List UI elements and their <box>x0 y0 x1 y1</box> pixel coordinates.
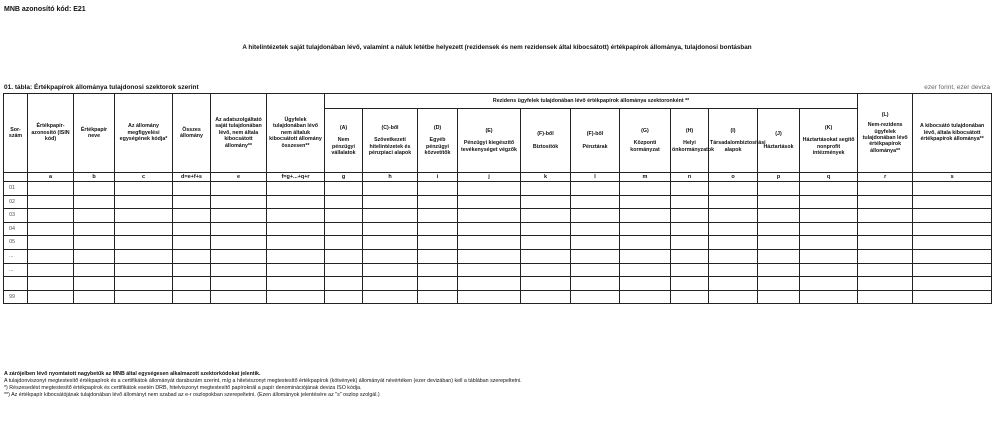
letter-cell: o <box>709 173 758 182</box>
data-cell[interactable] <box>173 195 211 209</box>
table-row <box>4 222 992 236</box>
data-cell[interactable] <box>800 209 858 223</box>
data-cell[interactable] <box>267 249 325 263</box>
data-cell[interactable] <box>671 236 709 250</box>
letter-cell: i <box>418 173 458 182</box>
data-cell[interactable] <box>858 195 913 209</box>
data-cell[interactable] <box>325 236 363 250</box>
col-q <box>800 109 858 173</box>
data-cell[interactable] <box>267 222 325 236</box>
data-cell[interactable] <box>458 222 521 236</box>
data-cell[interactable] <box>458 182 521 196</box>
data-cell[interactable] <box>758 195 800 209</box>
letter-cell <box>4 173 28 182</box>
col-j-label: Pénzügyi kiegészítő tevékenységet végzők <box>461 140 517 153</box>
data-cell[interactable] <box>671 290 709 304</box>
data-cell[interactable] <box>858 236 913 250</box>
data-cell[interactable] <box>325 290 363 304</box>
data-cell[interactable] <box>363 236 418 250</box>
table-row <box>4 277 992 291</box>
data-cell[interactable] <box>173 249 211 263</box>
col-k-code: (F)-ből <box>537 131 554 138</box>
col-h <box>363 109 418 173</box>
letter-cell: c <box>115 173 173 182</box>
unit-label: ezer forint, ezer deviza <box>924 84 990 91</box>
data-cell[interactable] <box>913 290 992 304</box>
data-cell[interactable] <box>363 222 418 236</box>
data-cell[interactable] <box>709 222 758 236</box>
data-cell[interactable] <box>115 236 173 250</box>
row-number: 03 <box>4 209 28 223</box>
data-cell[interactable] <box>671 182 709 196</box>
col-h-code: (C)-ből <box>381 124 399 131</box>
data-cell[interactable] <box>325 182 363 196</box>
data-cell[interactable] <box>363 290 418 304</box>
data-cell[interactable] <box>571 236 620 250</box>
letter-cell: q <box>800 173 858 182</box>
data-cell[interactable] <box>211 222 267 236</box>
data-cell[interactable] <box>800 236 858 250</box>
data-cell[interactable] <box>211 263 267 277</box>
data-cell[interactable] <box>418 195 458 209</box>
col-o <box>709 109 766 173</box>
data-cell[interactable] <box>858 222 913 236</box>
data-cell[interactable] <box>758 277 800 291</box>
data-cell[interactable] <box>758 263 800 277</box>
data-cell[interactable] <box>709 277 758 291</box>
data-cell[interactable] <box>28 290 74 304</box>
letter-cell: j <box>458 173 521 182</box>
data-cell[interactable] <box>800 222 858 236</box>
data-cell[interactable] <box>28 249 74 263</box>
data-cell[interactable] <box>458 277 521 291</box>
data-cell[interactable] <box>758 209 800 223</box>
data-cell[interactable] <box>115 263 173 277</box>
data-cell[interactable] <box>800 182 858 196</box>
data-cell[interactable] <box>267 277 325 291</box>
data-cell[interactable] <box>620 277 671 291</box>
data-cell[interactable] <box>620 263 671 277</box>
col-j-code: (E) <box>485 127 493 134</box>
data-cell[interactable] <box>571 222 620 236</box>
data-cell[interactable] <box>325 277 363 291</box>
col-m-label: Központi kormányzat <box>630 140 660 153</box>
data-cell[interactable] <box>620 290 671 304</box>
data-cell[interactable] <box>800 290 858 304</box>
data-cell[interactable] <box>28 277 74 291</box>
data-cell[interactable] <box>571 263 620 277</box>
col-n-label: Helyi önkormányzatok <box>672 140 715 153</box>
col-g-label: Nem pénzügyi vállalatok <box>331 137 356 156</box>
data-cell[interactable] <box>521 236 571 250</box>
row-number: 01 <box>4 182 28 196</box>
col-q-label: Háztartásokat segítő nonprofit intézmények <box>802 137 855 156</box>
data-cell[interactable] <box>211 195 267 209</box>
data-cell[interactable] <box>709 182 758 196</box>
letter-cell: h <box>363 173 418 182</box>
data-cell[interactable] <box>418 209 458 223</box>
data-cell[interactable] <box>620 222 671 236</box>
data-cell[interactable] <box>363 249 418 263</box>
data-cell[interactable] <box>671 249 709 263</box>
data-cell[interactable] <box>74 290 115 304</box>
col-l <box>571 109 620 173</box>
table-row <box>4 209 992 223</box>
data-cell[interactable] <box>858 249 913 263</box>
col-l-label: Pénztárak <box>582 143 608 150</box>
letter-cell: g <box>325 173 363 182</box>
letter-cell: e <box>211 173 267 182</box>
data-cell[interactable] <box>620 182 671 196</box>
data-cell[interactable] <box>858 290 913 304</box>
data-cell[interactable] <box>709 236 758 250</box>
data-cell[interactable] <box>74 195 115 209</box>
data-cell[interactable] <box>115 249 173 263</box>
col-p-label: Háztartások <box>763 143 794 150</box>
data-cell[interactable] <box>418 182 458 196</box>
col-g <box>325 109 363 173</box>
col-p-code: (J) <box>775 131 782 138</box>
data-cell[interactable] <box>709 195 758 209</box>
data-cell[interactable] <box>521 195 571 209</box>
data-cell[interactable] <box>267 195 325 209</box>
data-cell[interactable] <box>913 182 992 196</box>
data-cell[interactable] <box>418 263 458 277</box>
letter-cell: p <box>758 173 800 182</box>
data-cell[interactable] <box>858 209 913 223</box>
data-cell[interactable] <box>115 209 173 223</box>
group-header: Rezidens ügyfelek tulajdonában lévő értékpapírok állománya szektoronként ** <box>325 94 858 109</box>
data-cell[interactable] <box>173 263 211 277</box>
data-cell[interactable] <box>211 209 267 223</box>
data-cell[interactable] <box>173 290 211 304</box>
letter-cell: k <box>521 173 571 182</box>
data-cell[interactable] <box>758 182 800 196</box>
data-cell[interactable] <box>418 249 458 263</box>
col-k-label: Biztosítók <box>532 143 559 150</box>
letter-cell: d=e+f+s <box>173 173 211 182</box>
data-cell[interactable] <box>521 290 571 304</box>
col-n <box>671 109 715 173</box>
data-cell[interactable] <box>758 290 800 304</box>
col-r-code: (L) <box>881 111 889 118</box>
data-cell[interactable] <box>858 277 913 291</box>
data-cell[interactable] <box>709 290 758 304</box>
data-cell[interactable] <box>325 263 363 277</box>
data-cell[interactable] <box>458 290 521 304</box>
data-cell[interactable] <box>173 209 211 223</box>
col-a: Értékpapír-azonosító (ISIN kód) <box>28 94 74 173</box>
table-title: 01. tábla: Értékpapírok állománya tulajdonosi szektorok szerint <box>4 84 199 91</box>
col-n-code: (H) <box>685 127 694 134</box>
footnote: **) Az értékpapír kibocsátójának tulajdonában lévő állományt nem szabad az e-r oszlopokban szerepeltetni. (Ezen állományok jelentésére az "s" oszlop szolgál.) <box>4 392 380 398</box>
data-cell[interactable] <box>800 195 858 209</box>
data-cell[interactable] <box>211 236 267 250</box>
data-cell[interactable] <box>363 182 418 196</box>
column-letters-row <box>4 173 992 182</box>
data-cell[interactable] <box>267 182 325 196</box>
securities-table <box>3 93 992 304</box>
data-cell[interactable] <box>571 182 620 196</box>
data-cell[interactable] <box>173 236 211 250</box>
data-cell[interactable] <box>363 277 418 291</box>
data-cell[interactable] <box>521 277 571 291</box>
data-cell[interactable] <box>913 277 992 291</box>
data-cell[interactable] <box>418 236 458 250</box>
col-i <box>418 109 458 173</box>
data-cell[interactable] <box>913 222 992 236</box>
col-m-code: (G) <box>641 127 649 134</box>
data-cell[interactable] <box>28 209 74 223</box>
data-cell[interactable] <box>758 249 800 263</box>
data-cell[interactable] <box>115 195 173 209</box>
col-l-code: (F)-ből <box>586 131 604 138</box>
data-cell[interactable] <box>211 249 267 263</box>
col-sorszam: Sor-szám <box>4 94 28 173</box>
col-c: Az állomány megfigyelési egységének kódja* <box>115 94 173 173</box>
data-cell[interactable] <box>620 249 671 263</box>
data-cell[interactable] <box>709 249 758 263</box>
data-cell[interactable] <box>913 249 992 263</box>
data-cell[interactable] <box>115 222 173 236</box>
data-cell[interactable] <box>571 290 620 304</box>
data-cell[interactable] <box>571 195 620 209</box>
col-b: Értékpapír neve <box>74 94 115 173</box>
data-cell[interactable] <box>173 222 211 236</box>
col-f: Ügyfelek tulajdonában lévő nem általuk kibocsátott állomány összesen** <box>267 94 325 173</box>
table-row <box>4 195 992 209</box>
col-s: A kibocsátó tulajdonában lévő, általa kibocsátott értékpapírok állománya** <box>913 94 992 173</box>
data-cell[interactable] <box>458 236 521 250</box>
data-cell[interactable] <box>458 263 521 277</box>
data-cell[interactable] <box>74 249 115 263</box>
letter-cell: a <box>28 173 74 182</box>
footnotes <box>4 371 990 399</box>
data-cell[interactable] <box>363 209 418 223</box>
data-cell[interactable] <box>913 263 992 277</box>
data-cell[interactable] <box>74 277 115 291</box>
data-cell[interactable] <box>28 222 74 236</box>
table-row <box>4 290 992 304</box>
col-i-label: Egyéb pénzügyi közvetítők <box>424 137 451 156</box>
row-number: 02 <box>4 195 28 209</box>
table-row <box>4 263 992 277</box>
col-o-code: (I) <box>730 127 736 134</box>
footnote: A tulajdonviszonyt megtestesítő értékpapírok és a certifikátok állományát darabszám szerint, míg a hitelviszonyt megtestesítő értékpapírok (kötvények) állományát névértéken (ezer devizában) kell a táblában szerepeltetni. <box>4 378 522 384</box>
data-cell[interactable] <box>521 249 571 263</box>
col-h-label: Szövetkezeti hitelintézetek és pénzpiaci alapok <box>368 137 412 156</box>
col-q-code: (K) <box>824 124 833 131</box>
data-cell[interactable] <box>325 209 363 223</box>
data-cell[interactable] <box>913 236 992 250</box>
letter-cell: m <box>620 173 671 182</box>
data-cell[interactable] <box>758 222 800 236</box>
data-cell[interactable] <box>458 195 521 209</box>
data-cell[interactable] <box>418 277 458 291</box>
row-number: 99 <box>4 290 28 304</box>
letter-cell: s <box>913 173 992 182</box>
data-cell[interactable] <box>620 195 671 209</box>
data-cell[interactable] <box>458 249 521 263</box>
data-cell[interactable] <box>521 182 571 196</box>
data-cell[interactable] <box>620 209 671 223</box>
data-cell[interactable] <box>211 182 267 196</box>
data-cell[interactable] <box>858 263 913 277</box>
data-cell[interactable] <box>115 182 173 196</box>
data-cell[interactable] <box>28 195 74 209</box>
data-cell[interactable] <box>571 209 620 223</box>
row-number: 04 <box>4 222 28 236</box>
data-cell[interactable] <box>800 263 858 277</box>
data-cell[interactable] <box>173 182 211 196</box>
table-row <box>4 236 992 250</box>
data-cell[interactable] <box>758 236 800 250</box>
data-cell[interactable] <box>325 195 363 209</box>
data-cell[interactable] <box>363 263 418 277</box>
data-cell[interactable] <box>800 277 858 291</box>
footnote: *) Részesedést megtestesítő értékpapírok és certifikátok esetén DRB, hitelviszonyt megtestesítő papíroknál a papír denominációjának deviza ISO kódja. <box>4 385 362 391</box>
data-cell[interactable] <box>620 236 671 250</box>
letter-cell: l <box>571 173 620 182</box>
data-cell[interactable] <box>74 209 115 223</box>
data-cell[interactable] <box>521 222 571 236</box>
col-k <box>521 109 571 173</box>
data-cell[interactable] <box>800 249 858 263</box>
data-cell[interactable] <box>267 236 325 250</box>
row-number <box>4 277 28 291</box>
data-cell[interactable] <box>74 182 115 196</box>
data-cell[interactable] <box>211 290 267 304</box>
letter-cell: r <box>858 173 913 182</box>
data-cell[interactable] <box>418 290 458 304</box>
data-cell[interactable] <box>418 222 458 236</box>
data-cell[interactable] <box>28 263 74 277</box>
data-cell[interactable] <box>671 263 709 277</box>
data-cell[interactable] <box>571 249 620 263</box>
data-cell[interactable] <box>521 209 571 223</box>
data-cell[interactable] <box>74 263 115 277</box>
data-cell[interactable] <box>671 195 709 209</box>
row-number: ... <box>4 249 28 263</box>
data-cell[interactable] <box>671 222 709 236</box>
col-r-label: Nem-rezidens ügyfelek tulajdonában lévő értékpapírok állománya** <box>862 122 908 154</box>
table-body <box>4 182 992 304</box>
data-cell[interactable] <box>858 182 913 196</box>
col-i-code: (D) <box>433 124 442 131</box>
data-cell[interactable] <box>671 277 709 291</box>
col-g-code: (A) <box>339 124 348 131</box>
data-cell[interactable] <box>325 249 363 263</box>
data-cell[interactable] <box>74 222 115 236</box>
data-cell[interactable] <box>267 290 325 304</box>
data-cell[interactable] <box>913 195 992 209</box>
table-row <box>4 249 992 263</box>
data-cell[interactable] <box>709 263 758 277</box>
data-cell[interactable] <box>74 236 115 250</box>
data-cell[interactable] <box>709 209 758 223</box>
data-cell[interactable] <box>211 277 267 291</box>
data-cell[interactable] <box>28 182 74 196</box>
row-number: 05 <box>4 236 28 250</box>
data-cell[interactable] <box>363 195 418 209</box>
data-cell[interactable] <box>571 277 620 291</box>
col-e: Az adatszolgáltató saját tulajdonában lévő, nem általa kibocsátott állomány** <box>211 94 267 173</box>
col-j <box>458 109 521 173</box>
letter-cell: f=g+...+q+r <box>267 173 325 182</box>
letter-cell: b <box>74 173 115 182</box>
data-cell[interactable] <box>913 209 992 223</box>
row-number: ... <box>4 263 28 277</box>
data-cell[interactable] <box>115 290 173 304</box>
col-d: Összes állomány <box>173 94 211 173</box>
table-row <box>4 182 992 196</box>
data-cell[interactable] <box>267 209 325 223</box>
data-cell[interactable] <box>458 209 521 223</box>
data-cell[interactable] <box>671 209 709 223</box>
data-cell[interactable] <box>115 277 173 291</box>
col-r <box>858 94 913 173</box>
data-cell[interactable] <box>28 236 74 250</box>
col-m <box>620 109 671 173</box>
data-cell[interactable] <box>521 263 571 277</box>
data-cell[interactable] <box>173 277 211 291</box>
footnote: A zárójelben lévő nyomtatott nagybetűk az MNB által egységesen alkalmazott szektorkódokat jelentik. <box>4 371 261 377</box>
data-cell[interactable] <box>267 263 325 277</box>
report-title: A hitelintézetek saját tulajdonában lévő, valamint a náluk letétbe helyezett (rezidensek és nem rezidensek által kibocsátott) értékpapírok állománya, tulajdonosi bontásban <box>242 44 752 51</box>
mnb-code: MNB azonosító kód: E21 <box>4 6 86 13</box>
letter-cell: n <box>671 173 709 182</box>
data-cell[interactable] <box>325 222 363 236</box>
col-o-label: Társadalombiztosítási alapok <box>710 140 766 153</box>
